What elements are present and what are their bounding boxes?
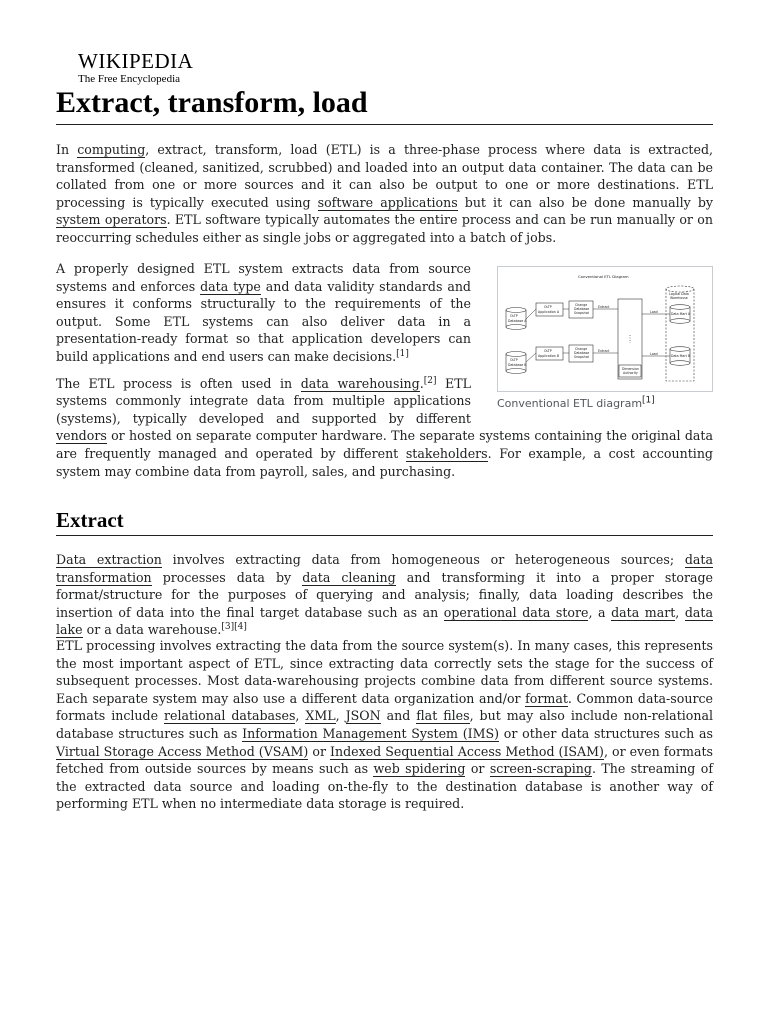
text: or: [465, 761, 490, 777]
diagram-label: Data Mart B: [671, 354, 691, 358]
ref-2[interactable]: [2]: [423, 375, 437, 386]
etl-diagram: [498, 267, 712, 391]
link-data-mart[interactable]: data mart: [611, 604, 676, 620]
text: In: [56, 142, 78, 157]
intro-paragraph: [56, 141, 713, 247]
link-data-lake[interactable]: data lake: [56, 604, 713, 638]
diagram-label: Load: [650, 310, 658, 314]
link-software-applications[interactable]: software applications: [317, 194, 458, 210]
data-warehouse-icon: [666, 286, 694, 381]
diagram-label: Change: [575, 303, 588, 307]
link-xml[interactable]: XML: [305, 708, 336, 724]
diagram-label: Database: [574, 351, 590, 355]
link-vsam[interactable]: Virtual Storage Access Method (VSAM): [56, 743, 309, 759]
text: . The streaming of the extracted data source and loading on-the-fly to the destination database is another way of performing ETL when no intermediate data storage is required.: [56, 761, 714, 812]
link-relational-databases[interactable]: relational databases: [164, 708, 296, 724]
link-json[interactable]: JSON: [345, 708, 381, 724]
text: or a data warehouse.: [82, 622, 222, 638]
diagram-label: OLTP: [510, 314, 518, 318]
link-web-spidering[interactable]: web spidering: [373, 761, 466, 777]
diagram-label: Database: [574, 307, 590, 311]
text: and transforming it into a proper storage format/structure for the purposes of querying and analysis; finally, data loading describes the insertion of data into the final target database such as an: [56, 569, 714, 620]
diagram-label: Extract: [598, 349, 610, 353]
link-format[interactable]: format: [525, 690, 568, 706]
wikipedia-logo[interactable]: [78, 50, 193, 86]
text: involves extracting data from homogeneous or heterogeneous sources;: [161, 552, 685, 567]
diagram-label: Snapshot: [574, 355, 589, 359]
diagram-label: Load: [650, 352, 658, 356]
text: , or even formats fetched from outside sources by means such as: [56, 743, 714, 777]
link-screen-scraping[interactable]: screen-scraping: [489, 761, 592, 777]
link-operational-data-store[interactable]: operational data store: [443, 604, 589, 620]
text: . ETL software typically automates the entire process and can be run manually or on reoccurring schedules either as single jobs or aggregated into a batch of jobs.: [56, 212, 713, 245]
text: ETL systems commonly integrate data from multiple applications (systems), typically developed and supported by different: [56, 375, 472, 426]
etl-figure: [497, 266, 713, 412]
diagram-label: Dimension: [622, 367, 639, 371]
link-data-cleaning[interactable]: data cleaning: [302, 569, 396, 585]
text: processes data by: [151, 569, 303, 585]
ref-3-4[interactable]: [3][4]: [221, 622, 247, 633]
paragraph-extract-1: [56, 551, 713, 639]
etl-diagram-image[interactable]: [497, 266, 713, 392]
ref-1[interactable]: [1]: [396, 348, 409, 359]
text: . For example, a cost accounting system may combine data from payroll, sales, and purchasing.: [56, 445, 713, 479]
logo-tagline: The Free Encyclopedia: [78, 73, 181, 85]
text: ,: [675, 604, 685, 620]
link-isam[interactable]: Indexed Sequential Access Method (ISAM): [330, 743, 604, 759]
caption-ref-1[interactable]: [1]: [642, 395, 655, 406]
diagram-label: Application A: [538, 310, 560, 314]
text: A properly designed ETL system extracts data from source systems and enforces: [56, 261, 471, 294]
text: ,: [335, 708, 346, 724]
paragraph-extract-2: [56, 637, 713, 813]
text: and: [380, 708, 417, 724]
diagram-label: Warehouse: [670, 296, 688, 300]
diagram-label: Logical Data: [669, 292, 689, 296]
diagram-label: Extract: [598, 305, 610, 309]
diagram-label: Application B: [538, 354, 560, 358]
content-with-figure: [56, 260, 713, 489]
link-flat-files[interactable]: flat files: [416, 708, 470, 724]
text: , but may also include non-relational database structures such as: [56, 708, 714, 741]
text: The ETL process is often used in: [56, 375, 301, 391]
diagram-label: Authority: [623, 371, 638, 375]
text: or other data structures such as: [499, 725, 713, 741]
text: ,: [295, 708, 306, 724]
section-heading-extract: Extract: [56, 506, 713, 536]
text: .: [419, 375, 424, 391]
text: ETL processing involves extracting the data from the source system(s). In many cases, this represents the most important aspect of ETL, since extracting data correctly sets the stage for the success of subsequent processes. Most data-warehousing projects combine data from different source systems. Each separate system may also use a different data organization and/or: [56, 638, 713, 706]
link-data-extraction[interactable]: Data extraction: [56, 552, 162, 567]
diagram-label: Change: [575, 347, 588, 351]
diagram-label: Data Mart A: [671, 312, 691, 316]
diagram-label: Snapshot: [574, 311, 589, 315]
link-data-warehousing[interactable]: data warehousing: [300, 375, 420, 391]
text: and data validity standards and ensures it conforms structurally to the requirements of the output. Some ETL systems can also deliver data in a presentation-ready format so that application developers can build applications and end users can make decisions.: [56, 278, 471, 364]
link-system-operators[interactable]: system operators: [56, 212, 167, 228]
diagram-label: OLTP: [510, 358, 518, 362]
figure-caption: [497, 396, 713, 412]
link-data-type[interactable]: data type: [200, 278, 261, 294]
database-b-icon: [506, 352, 526, 374]
text: . Common data-source formats include: [56, 690, 713, 724]
text: , extract, transform, load (ETL) is a three-phase process where data is extracted, transformed (cleaned, sanitized, scrubbed) and loaded into an output data container. The data can be collated from one or more sources and it can also be output to one or more destinations. ETL processing is typically executed using: [56, 142, 714, 210]
caption-text: Conventional ETL diagram: [497, 397, 643, 410]
logo-wordmark: WIKIPEDIA: [78, 49, 194, 73]
text: or: [308, 743, 331, 759]
link-ims[interactable]: Information Management System (IMS): [242, 725, 500, 741]
text: , a: [588, 604, 612, 620]
diagram-title: Conventional ETL Diagram: [578, 274, 629, 279]
diagram-label: Database B: [508, 363, 527, 367]
text: but it can also be done manually by: [457, 194, 714, 210]
database-a-icon: [506, 308, 527, 330]
link-stakeholders[interactable]: stakeholders: [405, 445, 488, 461]
link-vendors[interactable]: vendors: [56, 428, 107, 444]
diagram-label: Database A: [508, 319, 527, 323]
text: or hosted on separate computer hardware. The separate systems containing the original data are frequently managed and operated by different: [56, 428, 713, 461]
link-computing[interactable]: computing: [77, 142, 146, 157]
page-title: Extract, transform, load: [56, 84, 713, 125]
diagram-label: OLTP: [544, 305, 552, 309]
diagram-label: OLTP: [544, 349, 552, 353]
link-data-transformation[interactable]: data transformation: [56, 552, 713, 585]
